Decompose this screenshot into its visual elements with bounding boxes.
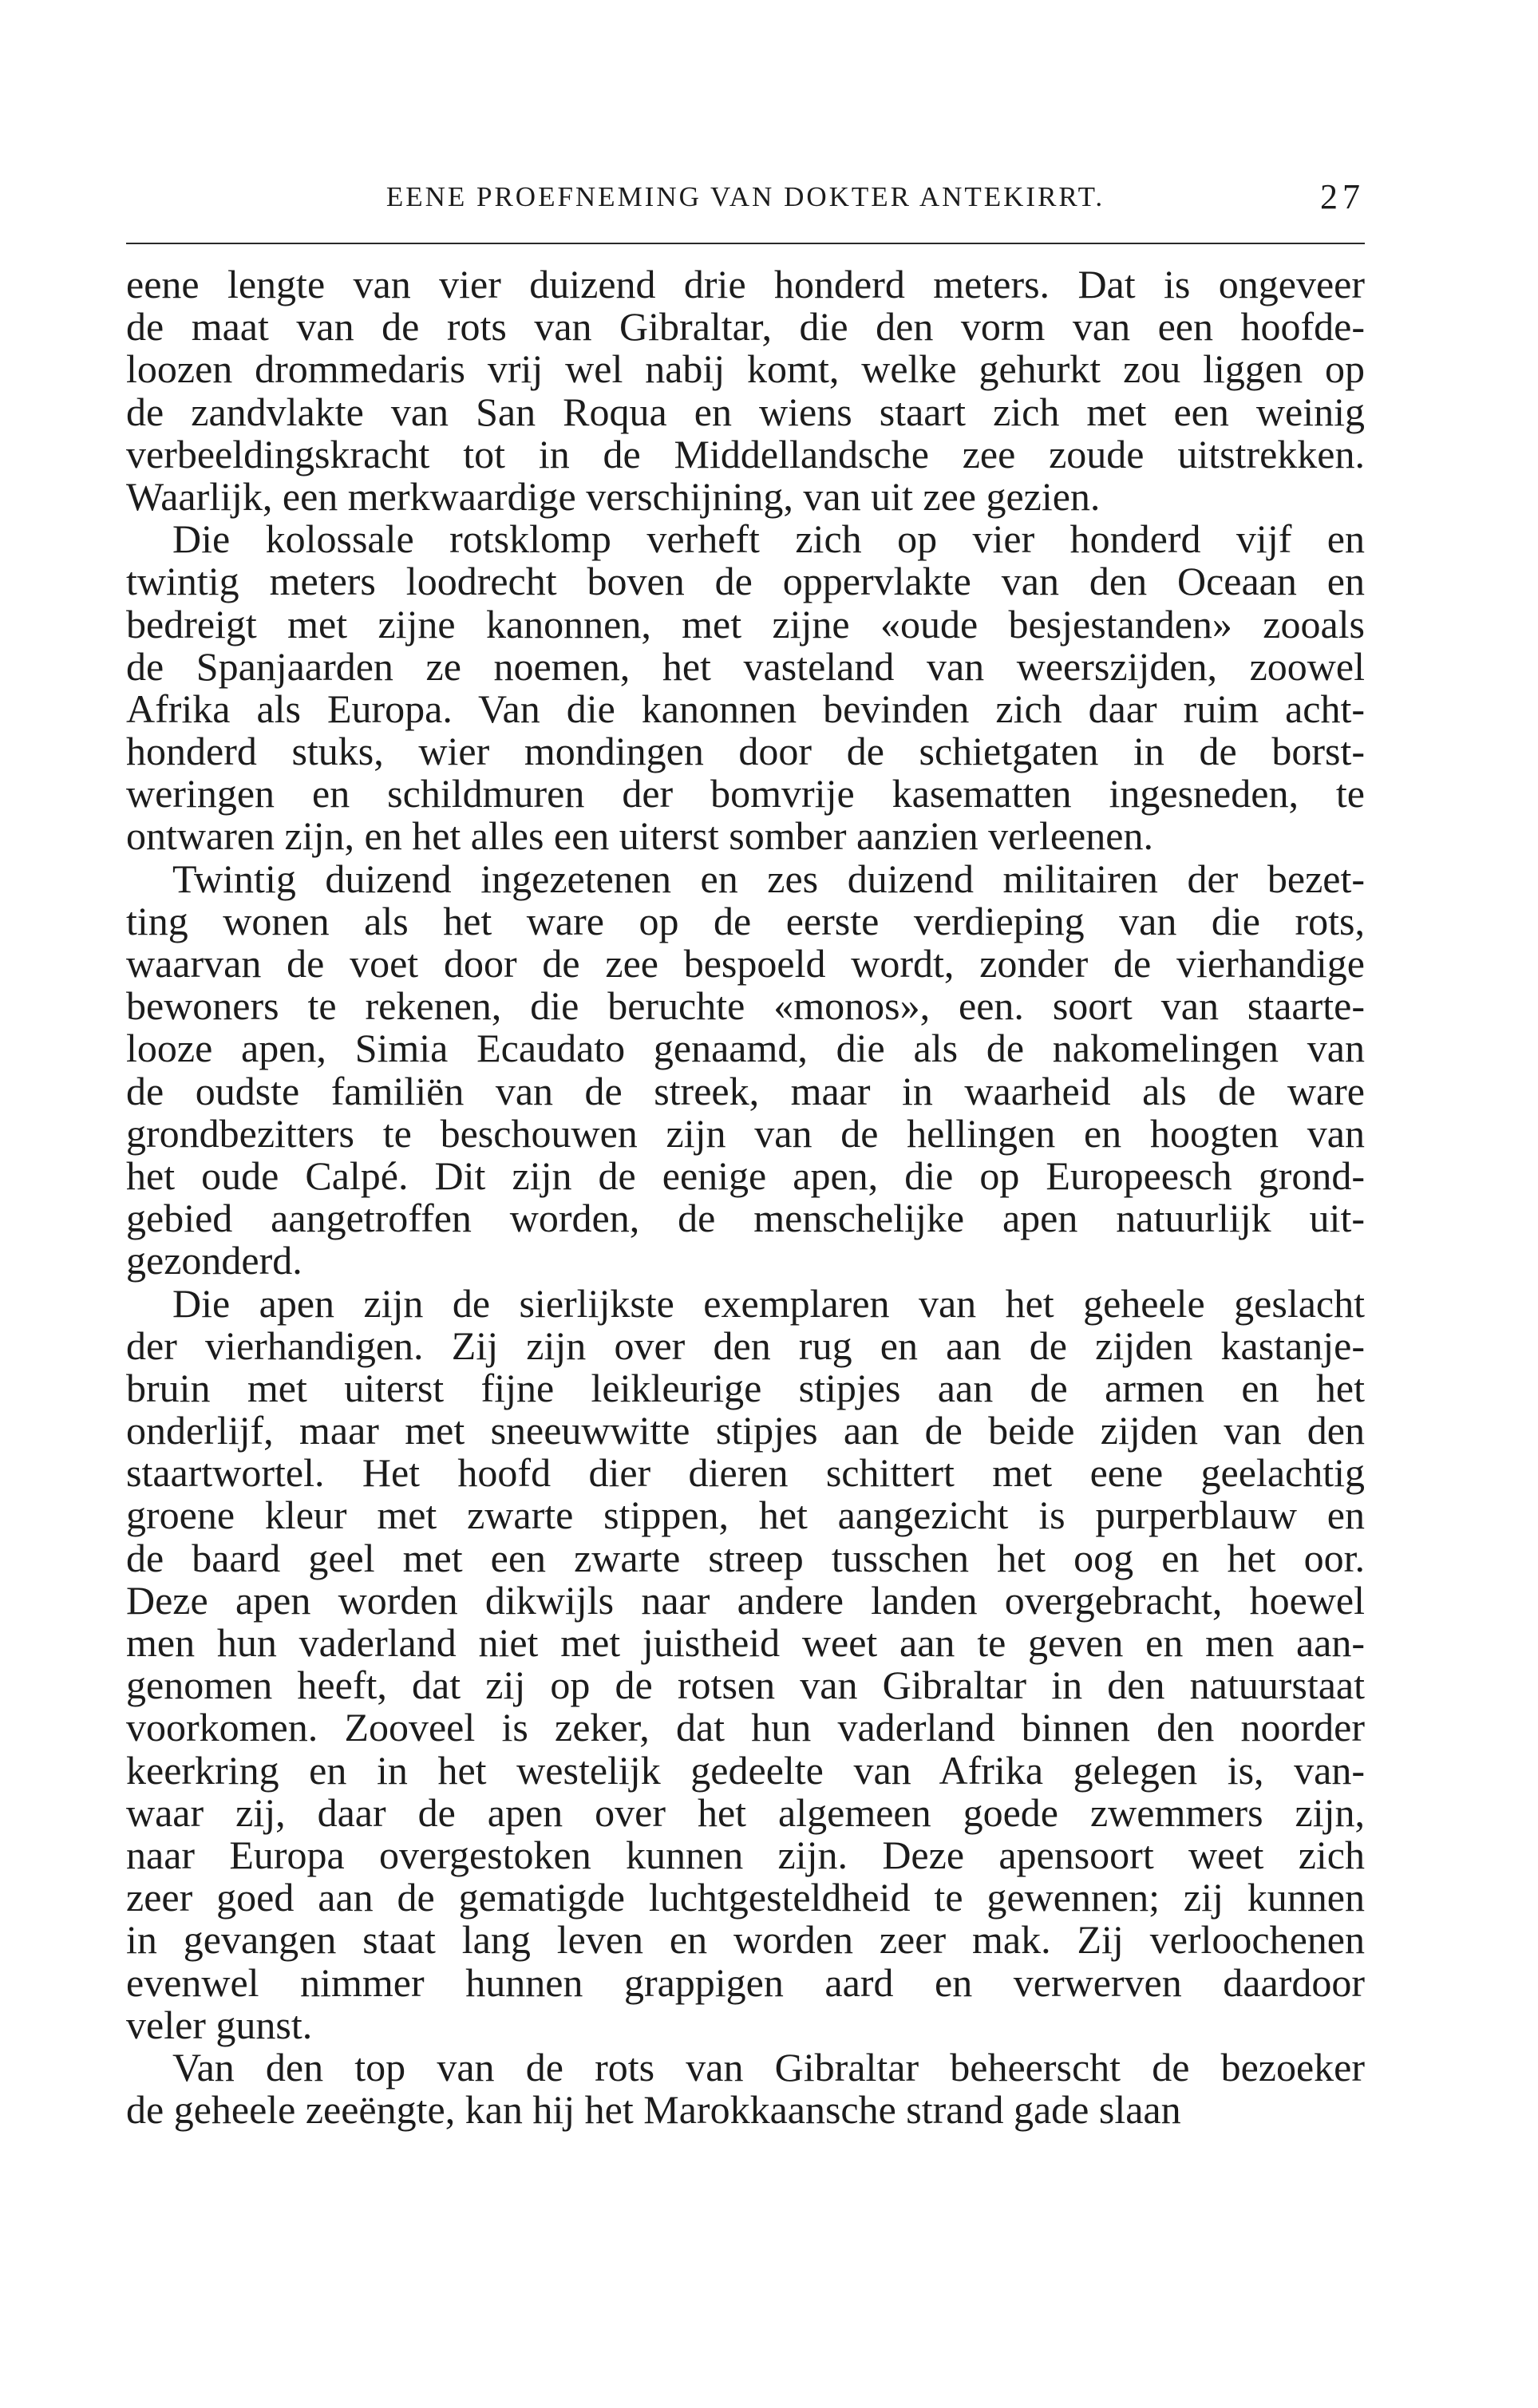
page-number: 27 — [1320, 177, 1365, 216]
text-line: onderlijf, maar met sneeuwwitte stipjes aan de beide zijden van den — [126, 1408, 1365, 1453]
text-line: bruin met uiterst fijne leikleurige stipjes aan de armen en het — [126, 1365, 1365, 1410]
text-line: Die kolossale rotsklomp verheft zich op vier honderd vijf en — [172, 516, 1365, 562]
text-line: Afrika als Europa. Van die kanonnen bevinden zich daar ruim acht- — [126, 686, 1365, 731]
text-line: verbeeldingskracht tot in de Middellandsche zee zoude uitstrekken. — [126, 431, 1365, 476]
text-line: Van den top van de rots van Gibraltar beheerscht de bezoeker — [172, 2044, 1365, 2090]
header-rule — [126, 243, 1365, 244]
text-line: in gevangen staat lang leven en worden zeer mak. Zij verloochenen — [126, 1917, 1365, 1963]
text-line: waarvan de voet door de zee bespoeld wordt, zonder de vierhandige — [126, 941, 1365, 986]
text-line: honderd stuks, wier mondingen door de schietgaten in de borst- — [126, 729, 1365, 774]
paragraph — [126, 518, 1365, 858]
text-line: twintig meters loodrecht boven de oppervlakte van den Oceaan en — [126, 559, 1365, 604]
text-line: Deze apen worden dikwijls naar andere landen overgebracht, hoewel — [126, 1577, 1365, 1623]
text-line: groene kleur met zwarte stippen, het aangezicht is purperblauw en — [126, 1493, 1365, 1538]
text-line: Twintig duizend ingezetenen en zes duizend militairen der bezet- — [172, 856, 1365, 901]
text-line: keerkring en in het westelijk gedeelte van Afrika gelegen is, van- — [126, 1747, 1365, 1793]
text-line: zeer goed aan de gematigde luchtgesteldheid te gewennen; zij kunnen — [126, 1875, 1365, 1920]
paragraph — [126, 858, 1365, 1283]
text-line: de baard geel met een zwarte streep tusschen het oog en het oor. — [126, 1535, 1365, 1580]
text-line: naar Europa overgestoken kunnen zijn. Deze apensoort weet zich — [126, 1832, 1365, 1877]
text-line: genomen heeft, dat zij op de rotsen van Gibraltar in den natuurstaat — [126, 1663, 1365, 1708]
paragraph — [126, 1280, 1365, 2047]
text-line: veler gunst. — [126, 2002, 313, 2047]
text-line: ting wonen als het ware op de eerste verdieping van die rots, — [126, 898, 1365, 943]
text-line: de oudste familiën van de streek, maar in waarheid als de ware — [126, 1068, 1365, 1113]
text-line: bewoners te rekenen, die beruchte «monos», een. soort van staarte- — [126, 983, 1365, 1029]
text-line: Die apen zijn de sierlijkste exemplaren van het geheele geslacht — [172, 1280, 1365, 1326]
text-line: ontwaren zijn, en het alles een uiterst somber aanzien verleenen. — [126, 813, 1153, 859]
text-line: het oude Calpé. Dit zijn de eenige apen, die op Europeesch grond- — [126, 1153, 1365, 1198]
text-line: gebied aangetroffen worden, de menschelijke apen natuurlijk uit- — [126, 1196, 1365, 1241]
text-line: waar zij, daar de apen over het algemeen goede zwemmers zijn, — [126, 1789, 1365, 1835]
text-line: de Spanjaarden ze noemen, het vasteland van weerszijden, zoowel — [126, 643, 1365, 689]
text-line: de geheele zeeëngte, kan hij het Marokkaansche strand gade slaan — [126, 2087, 1181, 2133]
paragraph — [126, 2046, 1365, 2131]
body-text — [126, 263, 1365, 2131]
paragraph — [126, 263, 1365, 518]
text-line: der vierhandigen. Zij zijn over den rug en aan de zijden kastanje- — [126, 1323, 1365, 1368]
text-line: staartwortel. Het hoofd dier dieren schittert met eene geelachtig — [126, 1450, 1365, 1496]
text-line: Waarlijk, een merkwaardige verschijning, van uit zee gezien. — [126, 473, 1101, 519]
text-line: men hun vaderland niet met juistheid weet aan te geven en men aan- — [126, 1620, 1365, 1665]
text-line: eene lengte van vier duizend drie honderd meters. Dat is ongeveer — [126, 262, 1365, 306]
running-head — [126, 177, 1365, 217]
text-line: looze apen, Simia Ecaudato genaamd, die als de nakomelingen van — [126, 1026, 1365, 1071]
text-line: gezonderd. — [126, 1238, 302, 1283]
text-line: bedreigt met zijne kanonnen, met zijne «oude besjestanden» zooals — [126, 601, 1365, 646]
text-line: grondbezitters te beschouwen zijn van de hellingen en hoogten van — [126, 1110, 1365, 1156]
running-title: EENE PROEFNEMING VAN DOKTER ANTEKIRRT. — [385, 181, 1105, 212]
text-line: loozen drommedaris vrij wel nabij komt, welke gehurkt zou liggen op — [126, 346, 1365, 392]
text-line: de zandvlakte van San Roqua en wiens staart zich met een weinig — [126, 389, 1365, 434]
text-line: de maat van de rots van Gibraltar, die den vorm van een hoofde- — [126, 304, 1365, 350]
text-line: voorkomen. Zooveel is zeker, dat hun vaderland binnen den noorder — [126, 1705, 1365, 1750]
text-line: weringen en schildmuren der bomvrije kasematten ingesneden, te — [126, 771, 1365, 817]
text-line: evenwel nimmer hunnen grappigen aard en verwerven daardoor — [126, 1959, 1365, 2005]
